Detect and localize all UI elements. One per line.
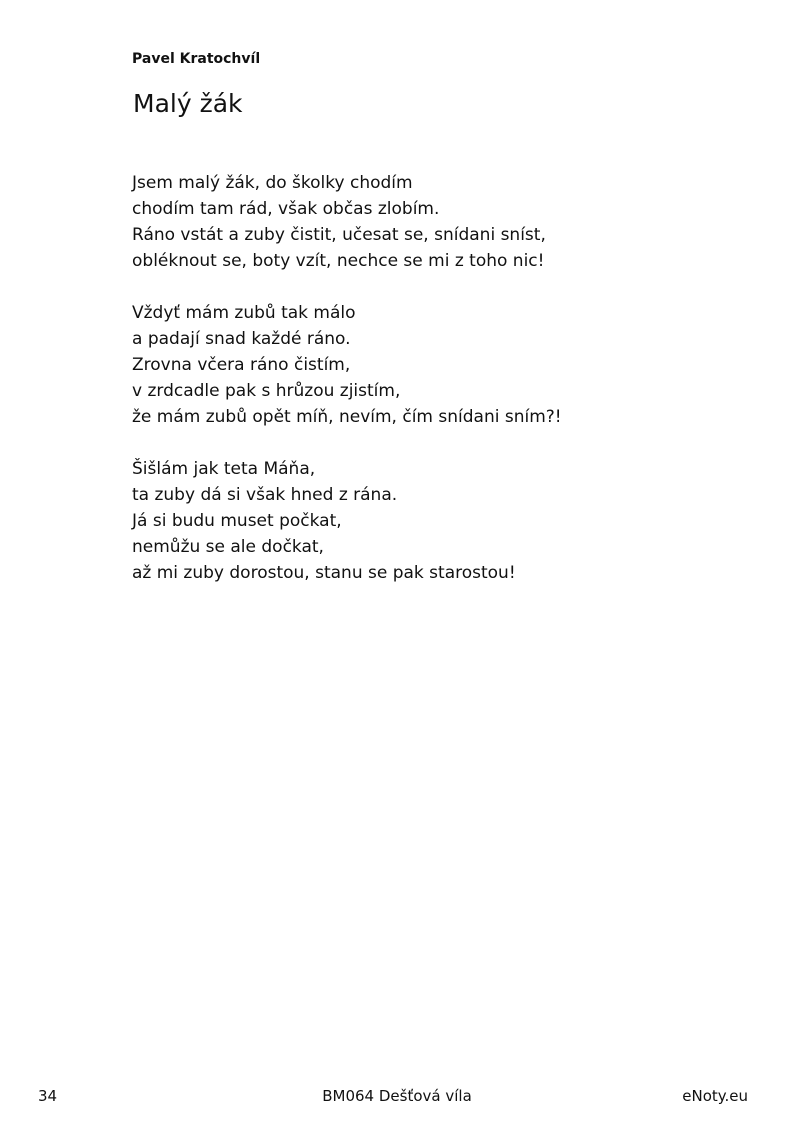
poem-line: Já si budu muset počkat, bbox=[132, 511, 342, 531]
poem-line: že mám zubů opět míň, nevím, čím snídani sním?! bbox=[132, 407, 562, 427]
poem-body bbox=[132, 170, 562, 612]
poem-line: nemůžu se ale dočkat, bbox=[132, 537, 324, 557]
poem-line: a padají snad každé ráno. bbox=[132, 329, 351, 349]
site-name: eNoty.eu bbox=[682, 1087, 748, 1105]
poem-line: až mi zuby dorostou, stanu se pak starostou! bbox=[132, 563, 516, 583]
poem-line: v zrdcadle pak s hrůzou zjistím, bbox=[132, 381, 401, 401]
poem-line: ta zuby dá si však hned z rána. bbox=[132, 485, 398, 505]
page-number: 34 bbox=[38, 1087, 58, 1105]
poem-title: Malý žák bbox=[133, 89, 243, 118]
poem-line: obléknout se, boty vzít, nechce se mi z toho nic! bbox=[132, 251, 545, 271]
book-title: BM064 Dešťová víla bbox=[322, 1087, 472, 1105]
stanza-1 bbox=[132, 170, 562, 274]
stanza-3 bbox=[132, 456, 562, 586]
author-name: Pavel Kratochvíl bbox=[132, 51, 261, 67]
poem-line: chodím tam rád, však občas zlobím. bbox=[132, 199, 440, 219]
stanza-2 bbox=[132, 300, 562, 430]
poem-line: Zrovna včera ráno čistím, bbox=[132, 355, 351, 375]
poem-line: Vždyť mám zubů tak málo bbox=[132, 303, 356, 323]
poem-line: Ráno vstát a zuby čistit, učesat se, snídani sníst, bbox=[132, 225, 546, 245]
poem-line: Šišlám jak teta Máňa, bbox=[132, 459, 316, 479]
poem-line: Jsem malý žák, do školky chodím bbox=[132, 173, 413, 193]
